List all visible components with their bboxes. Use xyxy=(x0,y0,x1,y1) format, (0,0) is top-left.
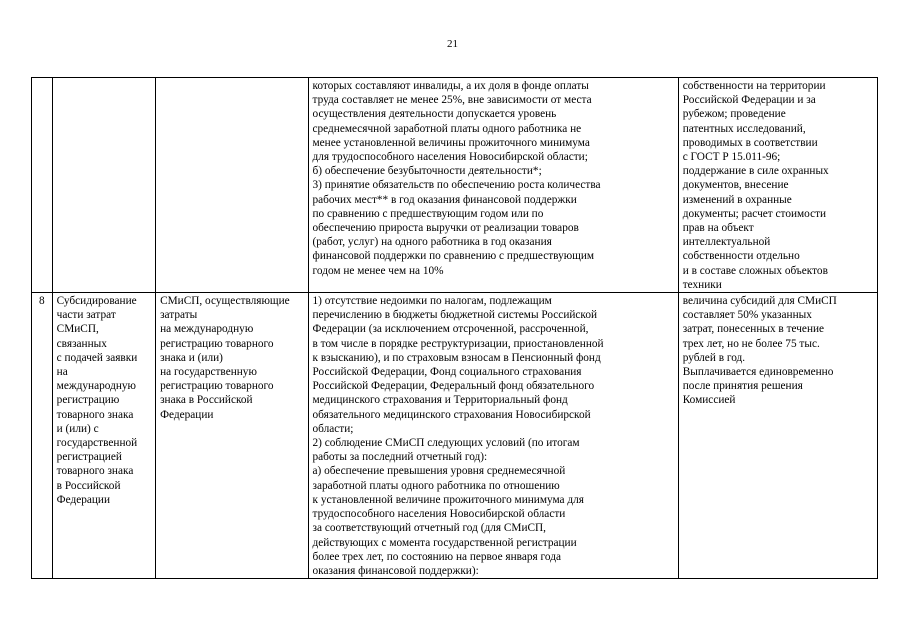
cell-text-line: Федерации (за исключением отсроченной, рассроченной, xyxy=(312,323,589,336)
cell-text-line: знака в Российской xyxy=(160,394,253,407)
table-row xyxy=(32,293,878,579)
cell-text-line: и в составе сложных объектов xyxy=(682,264,828,277)
cell-text-line: работы за последний отчетный год): xyxy=(312,451,488,464)
cell-text-line: более трех лет, по состоянию на первое января года xyxy=(312,550,561,563)
cell-text-line: Российской Федерации, Фонд социального страхования xyxy=(312,366,582,379)
cell-text-line: менее установленной величины прожиточного минимума xyxy=(312,136,590,149)
recipients-cell xyxy=(156,293,308,579)
cell-text-line: годом не менее чем на 10% xyxy=(312,264,444,277)
cell-text-line: собственности на территории xyxy=(682,80,826,92)
cell-text-line: для трудоспособного населения Новосибирской области; xyxy=(312,151,588,164)
cell-text-line: обеспечению прироста выручки от реализации товаров xyxy=(312,222,579,235)
cell-text-line: финансовой поддержки по сравнению с предшествующим xyxy=(312,250,595,263)
cell-text-line: трех лет, но не более 75 тыс. xyxy=(682,337,820,350)
cell-text-line: интеллектуальной xyxy=(682,236,771,249)
cell-text-line: 1) отсутствие недоимки по налогам, подлежащим xyxy=(312,295,552,308)
cell-text-line: товарного знака xyxy=(56,465,134,478)
cell-text-line: рубежом; проведение xyxy=(682,108,786,121)
conditions-cell xyxy=(308,293,678,579)
table-row xyxy=(32,78,878,293)
cell-text-line: товарного знака xyxy=(56,408,134,421)
cell-text-line: к установленной величине прожиточного минимума для xyxy=(312,493,584,506)
row-number-cell xyxy=(32,78,53,293)
cell-text-line: части затрат xyxy=(56,309,116,322)
cell-text-line: международную xyxy=(56,380,136,393)
cell-text-line: регистрацию xyxy=(56,394,120,407)
cell-text-line: по сравнению с предшествующим годом или по xyxy=(312,207,544,220)
page-number: 21 xyxy=(447,38,458,50)
cell-text-line: (работ, услуг) на одного работника в год оказания xyxy=(312,236,552,249)
cell-text-line: затрат, понесенных в течение xyxy=(682,323,825,336)
cell-text-line: СМиСП, осуществляющие xyxy=(160,295,290,308)
cell-text-line: государственной xyxy=(56,437,138,450)
cell-text-line: в Российской xyxy=(56,479,121,492)
cell-text-line: СМиСП, xyxy=(56,323,99,336)
cell-text-line: Федерации xyxy=(160,408,214,421)
cell-text-line: патентных исследований, xyxy=(682,122,806,135)
subsidy-table xyxy=(31,77,878,579)
cell-text-line: Комиссией xyxy=(682,394,736,407)
cell-text-line: 3) принятие обязательств по обеспечению роста количества xyxy=(312,179,601,192)
cell-text-line: с ГОСТ Р 15.011-96; xyxy=(682,151,781,164)
cell-text-line: документы; расчет стоимости xyxy=(682,207,827,220)
cell-text-line: знака и (или) xyxy=(160,351,223,364)
amount-cell xyxy=(678,78,877,293)
cell-text-line: регистрацией xyxy=(56,451,122,464)
cell-text-line: собственности отдельно xyxy=(682,250,800,263)
cell-text-line: Субсидирование xyxy=(56,295,137,308)
cell-text-line: среднемесячной заработной платы одного работника не xyxy=(312,122,582,135)
cell-text-line: и (или) с xyxy=(56,422,99,435)
cell-text-line: рабочих мест** в год оказания финансовой поддержки xyxy=(312,193,577,206)
cell-text-line: в том числе в порядке реструктуризации, приостановленной xyxy=(312,337,604,350)
cell-text-line: величина субсидий для СМиСП xyxy=(682,295,837,308)
cell-text-line: трудоспособного населения Новосибирской области xyxy=(312,508,566,521)
cell-text-line: составляет 50% указанных xyxy=(682,309,812,322)
cell-text-line: а) обеспечение превышения уровня среднемесячной xyxy=(312,465,566,478)
row-number-cell: 8 xyxy=(32,293,53,579)
cell-text-line: Российской Федерации и за xyxy=(682,94,816,107)
cell-text-line: к взысканию), и по страховым взносам в Пенсионный фонд xyxy=(312,351,601,364)
cell-text-line: оказания финансовой поддержки): xyxy=(312,564,479,577)
recipients-cell xyxy=(156,78,308,293)
cell-text-line: затраты xyxy=(160,309,198,322)
amount-cell xyxy=(678,293,877,579)
cell-text-line: прав на объект xyxy=(682,222,754,235)
cell-text-line: на государственную xyxy=(160,366,257,379)
cell-text-line: связанных xyxy=(56,337,107,350)
cell-text-line: обязательного медицинского страхования Новосибирской xyxy=(312,408,591,421)
cell-text-line: изменений в охранные xyxy=(682,193,792,206)
cell-text-line: поддержание в силе охранных xyxy=(682,165,829,178)
cell-text-line: осуществления деятельности допускается уровень xyxy=(312,108,557,121)
support-name-cell xyxy=(52,293,155,579)
cell-text-line: которых составляют инвалиды, а их доля в фонде оплаты xyxy=(312,80,589,92)
cell-text-line: перечислению в бюджеты бюджетной системы Российской xyxy=(312,309,598,322)
cell-text-line: проводимых в соответствии xyxy=(682,136,818,149)
cell-text-line: на международную xyxy=(160,323,254,336)
cell-text-line: медицинского страхования и Территориальный фонд xyxy=(312,394,568,407)
cell-text-line: 2) соблюдение СМиСП следующих условий (по итогам xyxy=(312,437,580,450)
cell-text-line: с подачей заявки xyxy=(56,351,138,364)
cell-text-line: действующих с момента государственной регистрации xyxy=(312,536,577,549)
cell-text-line: б) обеспечение безубыточности деятельности*; xyxy=(312,165,542,178)
cell-text-line: на xyxy=(56,366,68,379)
cell-text-line: Федерации xyxy=(56,493,111,506)
support-name-cell xyxy=(52,78,155,293)
cell-text-line: регистрацию товарного xyxy=(160,380,274,393)
cell-text-line: труда составляет не менее 25%, вне зависимости от места xyxy=(312,94,592,107)
cell-text-line: за соответствующий отчетный год (для СМиСП, xyxy=(312,522,547,535)
cell-text-line: техники xyxy=(682,278,722,291)
cell-text-line: области; xyxy=(312,422,354,435)
cell-text-line: документов, внесение xyxy=(682,179,789,192)
cell-text-line: рублей в год. xyxy=(682,351,746,364)
conditions-cell xyxy=(308,78,678,293)
cell-text-line: Российской Федерации, Федеральный фонд обязательного xyxy=(312,380,595,393)
cell-text-line: Выплачивается единовременно xyxy=(682,366,834,379)
cell-text-line: после принятия решения xyxy=(682,380,803,393)
cell-text-line: заработной платы одного работника по отношению xyxy=(312,479,560,492)
cell-text-line: регистрацию товарного xyxy=(160,337,274,350)
